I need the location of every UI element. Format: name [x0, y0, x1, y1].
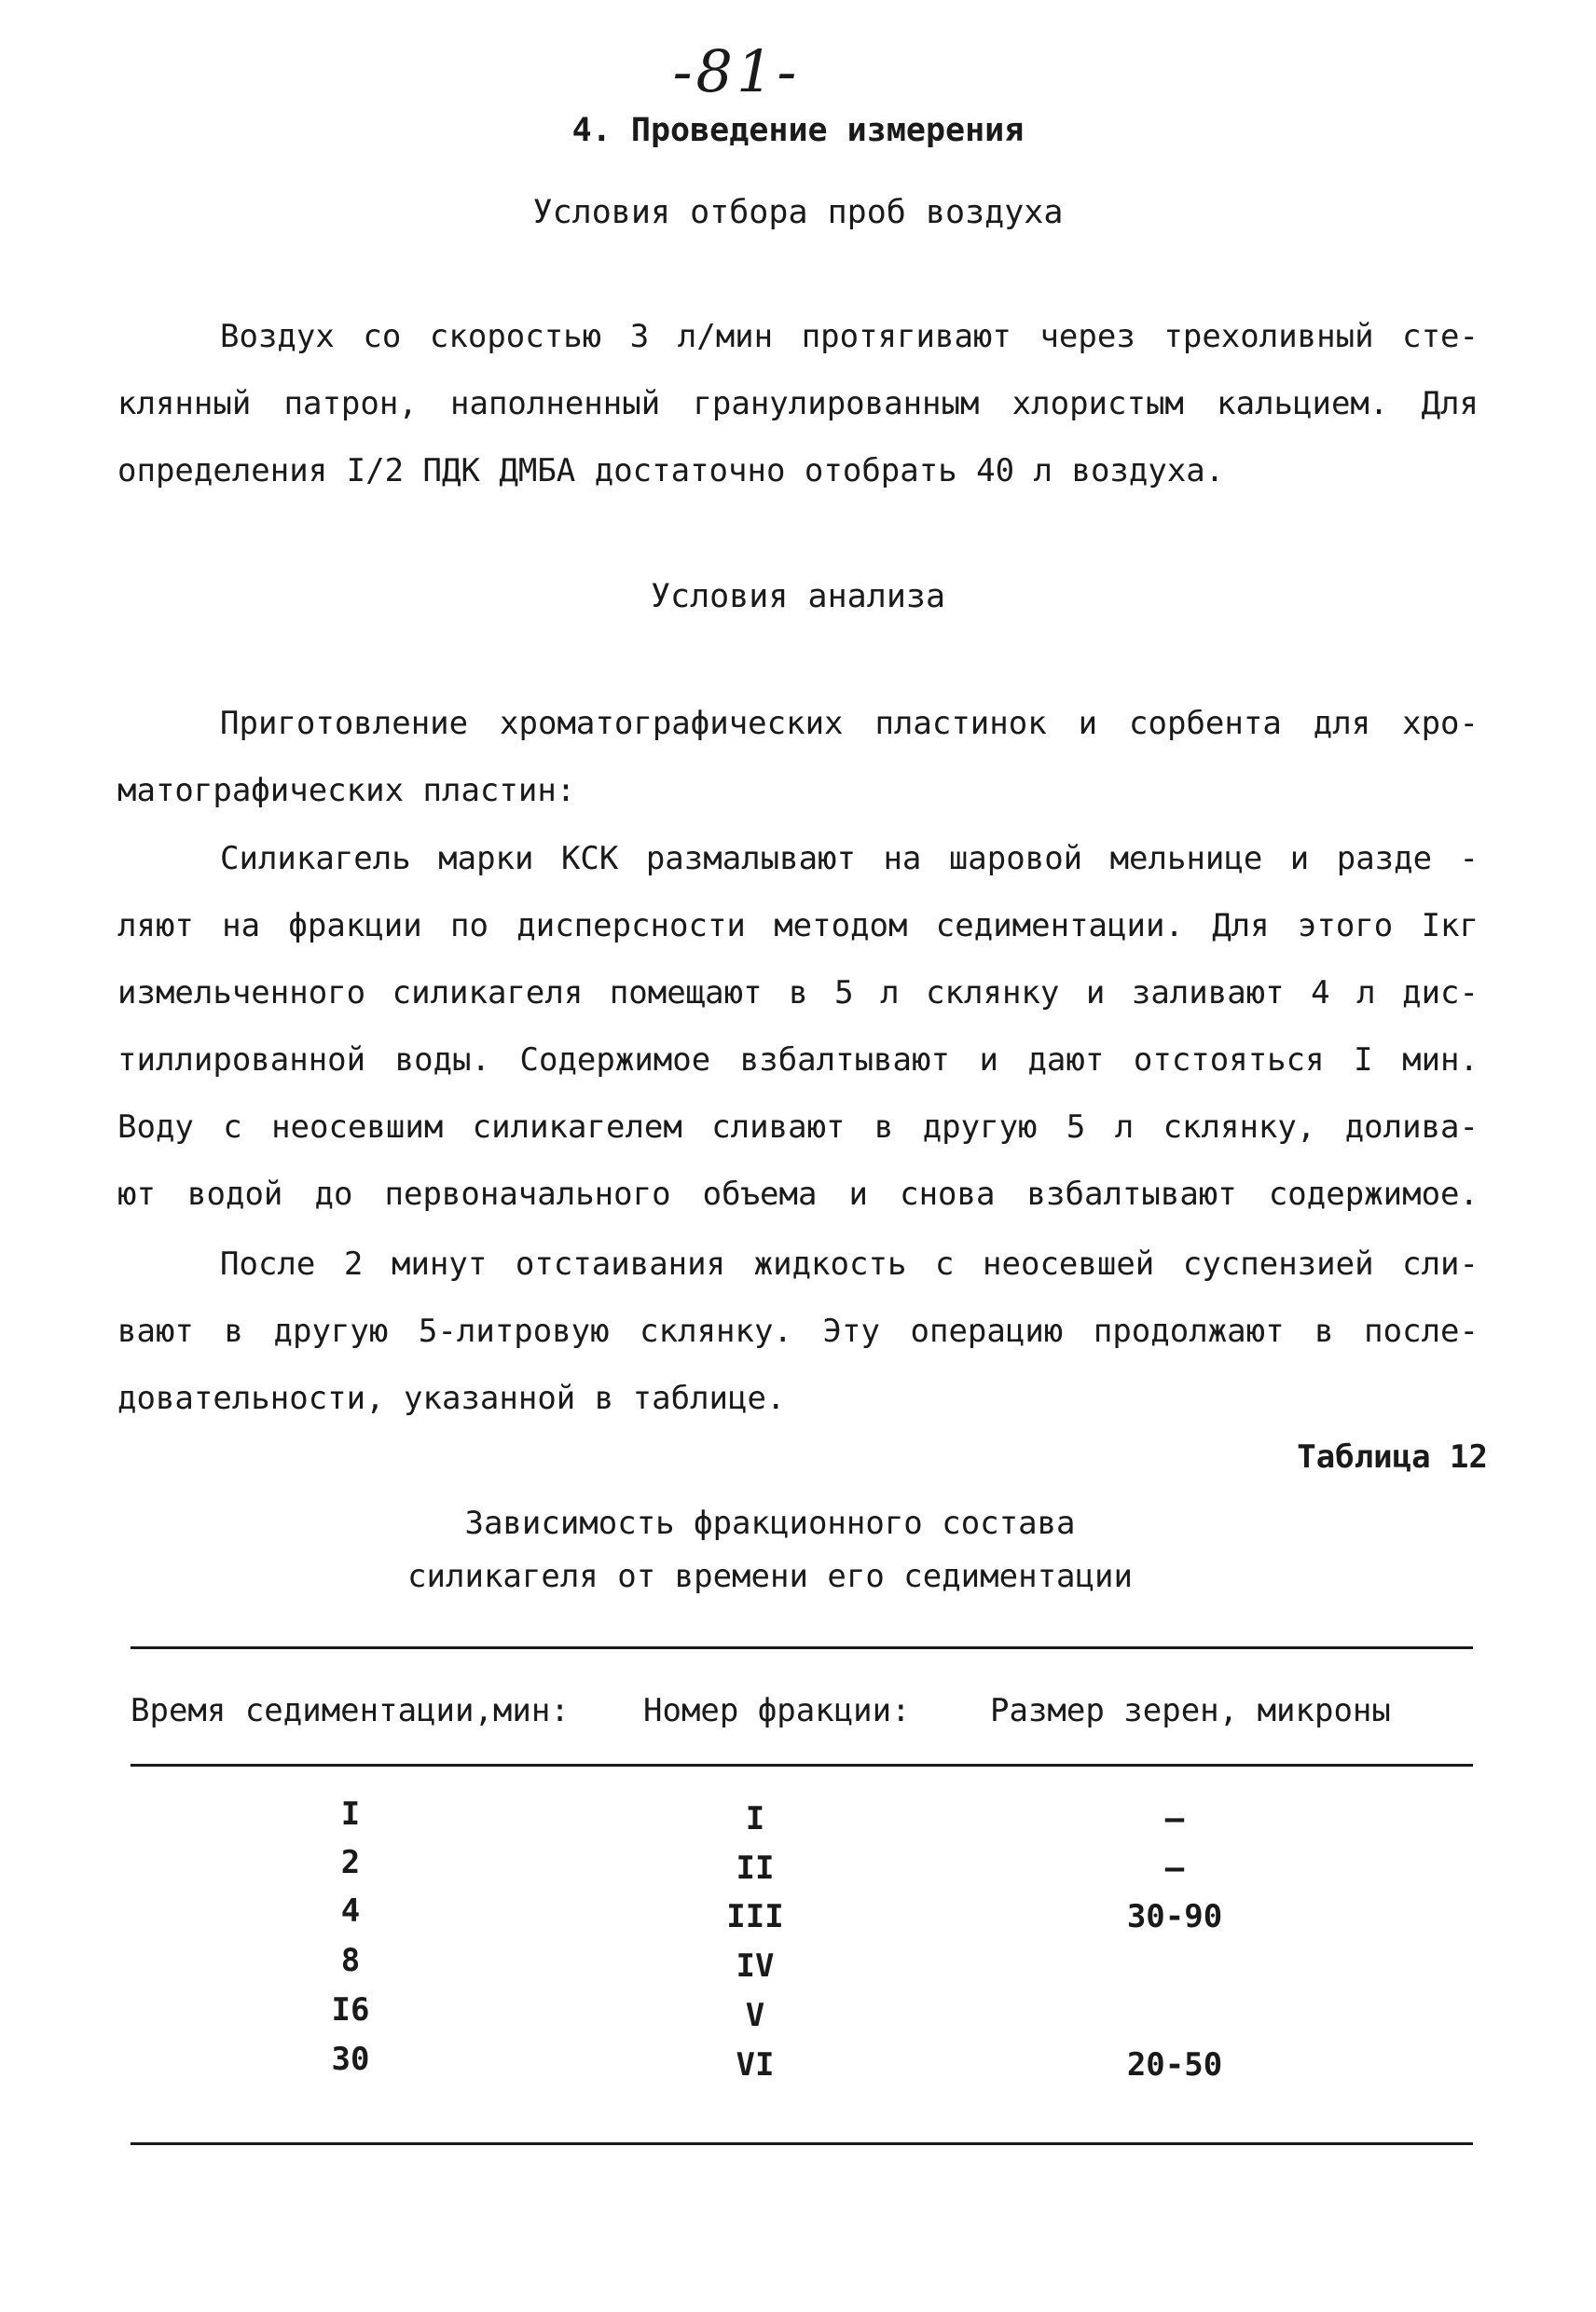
para1-line-4: тиллированной воды. Содержимое взбалтывают и дают отстояться I мин. — [117, 1041, 1479, 1079]
cell-size: – — [1164, 1850, 1185, 1887]
column-header-size: Размер зерен, микроны — [990, 1692, 1391, 1729]
cell-time: 8 — [340, 1942, 361, 1979]
para2-line-1: После 2 минут отстаивания жидкость с неосевшей суспензией сли- — [220, 1245, 1479, 1283]
sampling-line-2: клянный патрон, наполненный гранулированным хлористым кальцием. Для — [117, 385, 1479, 422]
analysis-paragraph-1 — [117, 825, 1479, 1228]
cell-size: – — [1164, 1800, 1185, 1837]
table-label: Таблица 12 — [1297, 1438, 1488, 1476]
table-title-line-1: Зависимость фракционного состава — [464, 1505, 1076, 1542]
sampling-paragraph — [117, 303, 1479, 504]
cell-fraction: VI — [736, 2046, 775, 2084]
cell-fraction: I — [745, 1800, 765, 1837]
para2-line-3: довательности, указанной в таблице. — [117, 1380, 786, 1417]
para1-line-1: Силикагель марки КСК размалывают на шаровой мельнице и разде - — [220, 840, 1479, 877]
cell-size: 30-90 — [1126, 1898, 1223, 1935]
cell-fraction: III — [726, 1898, 784, 1935]
intro-line-1: Приготовление хроматографических пластинок и сорбента для хро- — [220, 705, 1479, 742]
analysis-paragraph-2 — [117, 1231, 1479, 1432]
cell-fraction: IV — [736, 1947, 775, 1985]
cell-time: I6 — [331, 1991, 370, 2029]
sampling-line-1: Воздух со скоростью 3 л/мин протягивают через трехоливный сте- — [220, 318, 1479, 355]
page-number: -81- — [672, 37, 801, 105]
sampling-heading: Условия отбора проб воздуха — [532, 194, 1064, 231]
cell-size: 20-50 — [1126, 2046, 1223, 2084]
analysis-heading: Условия анализа — [650, 578, 946, 615]
para2-line-2: вают в другую 5-литровую склянку. Эту операцию продолжают в после- — [117, 1313, 1479, 1350]
analysis-intro-paragraph — [117, 690, 1479, 824]
cell-fraction: V — [745, 1997, 765, 2034]
para1-line-6: ют водой до первоначального объема и снова взбалтывают содержимое. — [117, 1176, 1479, 1213]
cell-time: I — [340, 1796, 361, 1833]
column-header-fraction: Номер фракции: — [643, 1692, 911, 1729]
cell-time: 30 — [331, 2041, 370, 2078]
table-header-rule — [131, 1764, 1473, 1767]
column-header-time: Время седиментации,мин: — [131, 1692, 570, 1729]
section-title: 4. Проведение измерения — [571, 112, 1025, 149]
table-top-rule — [131, 1646, 1473, 1649]
cell-size — [1119, 1991, 1231, 2040]
sampling-line-3: определения I/2 ПДК ДМБА достаточно отобрать 40 л воздуха. — [117, 452, 1225, 489]
cell-time: 2 — [340, 1844, 361, 1881]
para1-line-2: ляют на фракции по дисперсности методом седиментации. Для этого Iкг — [117, 907, 1479, 944]
cell-size — [1119, 1942, 1231, 1990]
intro-line-2: матографических пластин: — [117, 772, 576, 809]
table-bottom-rule — [131, 2142, 1473, 2145]
para1-line-5: Воду с неосевшим силикагелем сливают в другую 5 л склянку, долива- — [117, 1108, 1479, 1146]
para1-line-3: измельченного силикагеля помещают в 5 л склянку и заливают 4 л дис- — [117, 974, 1479, 1012]
cell-fraction: II — [736, 1850, 775, 1887]
table-title-line-2: силикагеля от времени его седиментации — [407, 1558, 1133, 1595]
cell-time: 4 — [340, 1892, 361, 1930]
